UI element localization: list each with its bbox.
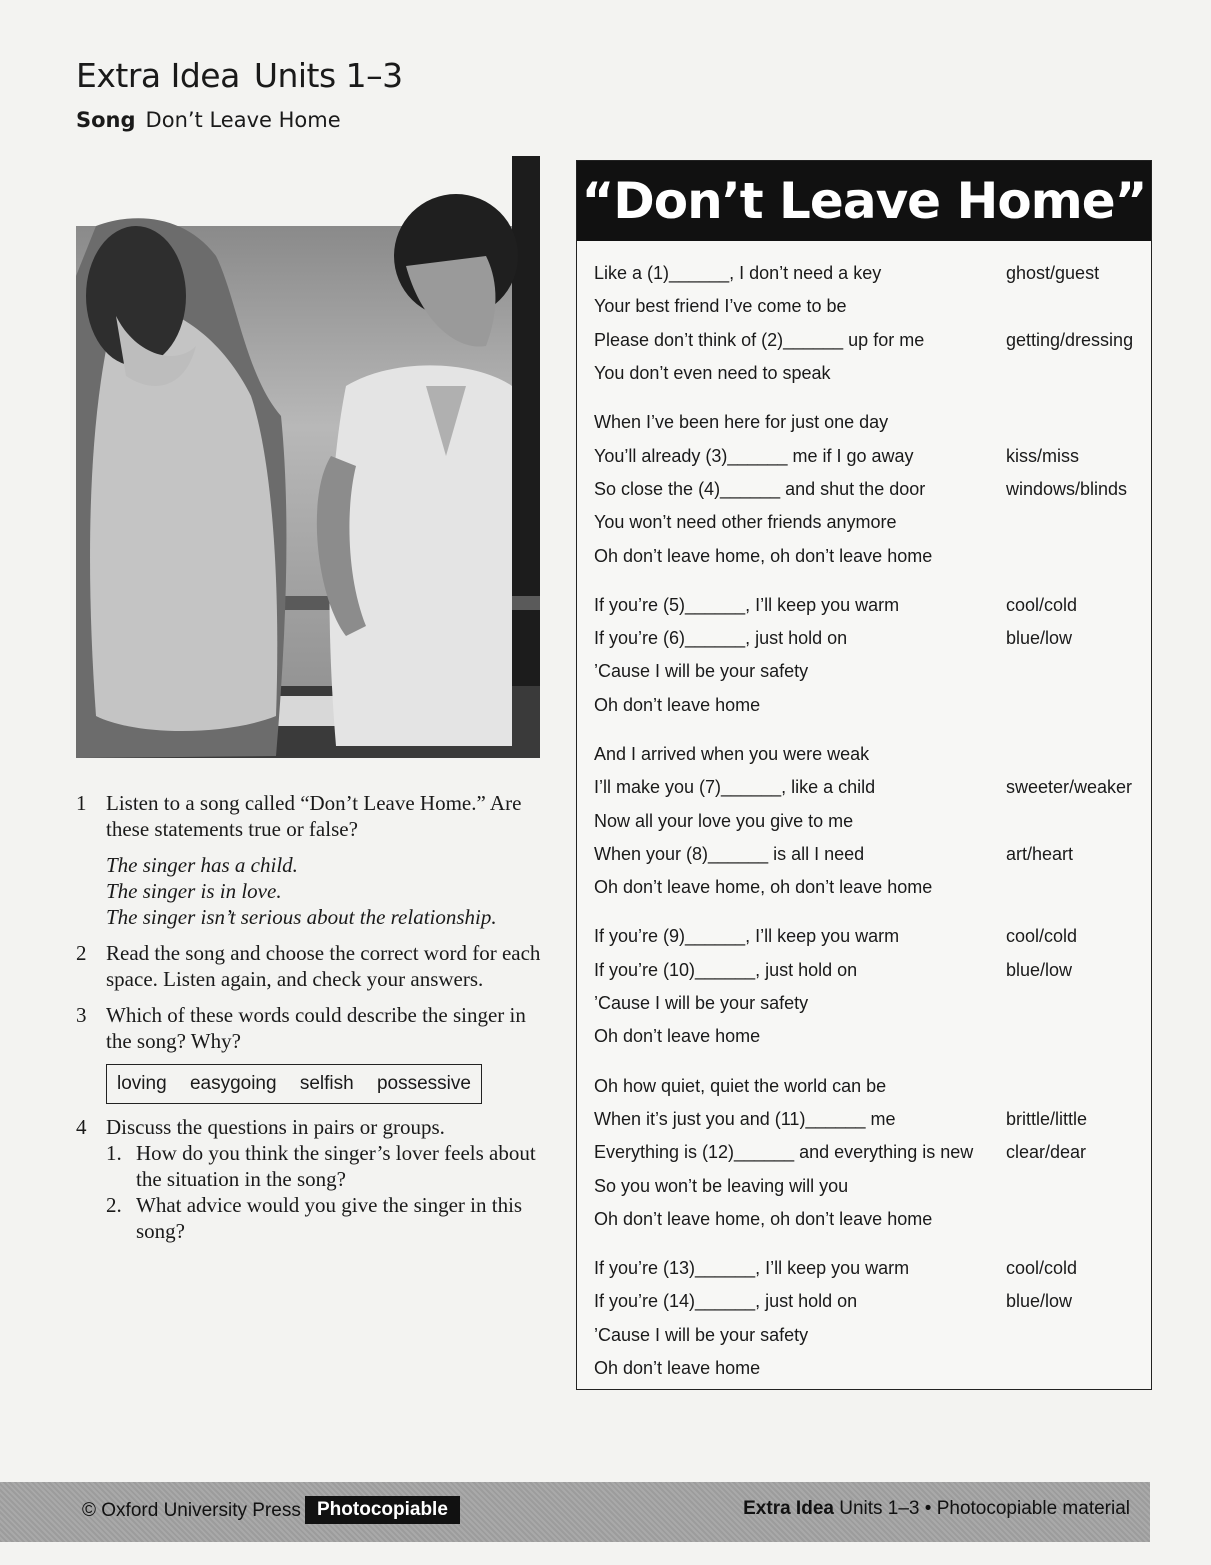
lyric-text: When your (8)______ is all I need [594,843,865,864]
word-choice: brittle/little [1006,1108,1088,1129]
lyric-line [594,1352,1137,1385]
stanza [594,406,1137,572]
exercises [76,790,546,1254]
statement: The singer has a child. [106,853,298,877]
lyric-text: ’Cause I will be your safety [594,661,809,682]
subquestion-number: 1. [106,1141,122,1165]
lyric-text: When it’s just you and (11)______ me [594,1108,896,1129]
word-choice: cool/cold [1006,1258,1078,1279]
lyric-text: You don’t even need to speak [594,363,831,384]
word-choice: art/heart [1006,843,1074,864]
statement: The singer is in love. [106,879,282,903]
lyric-line [594,539,1137,572]
subquestion [106,1192,546,1244]
lyric-line [594,439,1137,472]
photocopiable-badge: Photocopiable [305,1496,460,1524]
lyric-line [594,987,1137,1020]
lyric-text: And I arrived when you were weak [594,744,870,764]
lyric-text: When I’ve been here for just one day [594,412,889,433]
word-choice: blue/low [1006,959,1073,980]
lyric-line [594,804,1137,837]
word-option: possessive [376,1073,471,1094]
page-title [76,56,403,95]
subquestion-number: 2. [106,1193,122,1217]
lyric-text: Oh don’t leave home, oh don’t leave home [594,1208,933,1229]
page-subtitle [76,108,341,132]
exercise-number: 4 [76,1115,87,1139]
lyric-text: Oh don’t leave home [594,1026,761,1047]
subtitle-text: Don’t Leave Home [145,108,341,132]
lyric-text: Please don’t think of (2)______ up for me [594,329,925,350]
lyric-line [594,257,1137,290]
lyric-line [594,1203,1137,1236]
lyric-text: Oh how quiet, quiet the world can be [594,1075,887,1096]
stanza [594,738,1137,904]
lyric-line [594,290,1137,323]
title-units: Units 1–3 [253,56,403,95]
word-choice: ghost/guest [1006,263,1100,284]
exercise-number: 2 [76,941,87,965]
word-choice: getting/dressing [1006,329,1134,350]
lyric-line [594,689,1137,722]
stanza [594,1070,1137,1236]
lyric-text: Everything is (12)______ and everything is new [594,1142,974,1163]
stanza [594,920,1137,1053]
lyric-line [594,920,1137,953]
exercise-text: Read the song and choose the correct word for each space. Listen again, and check your answers. [106,941,541,991]
exercise-text: Discuss the questions in pairs or groups. [106,1115,445,1139]
subquestion-text: What advice would you give the singer in this song? [136,1193,523,1243]
word-choice: blue/low [1006,1291,1073,1312]
lyric-line [594,1319,1137,1352]
lyric-line [594,506,1137,539]
exercise-text: Listen to a song called “Don’t Leave Home.” Are these statements true or false? [106,791,522,841]
footer-units: Units 1–3 • Photocopiable material [839,1498,1130,1519]
lyric-line [594,1252,1137,1285]
lyric-line [594,1169,1137,1202]
song-lyrics-box [576,160,1152,1390]
lyric-line [594,1136,1137,1169]
word-choice: cool/cold [1006,594,1078,615]
footer-extra-idea: Extra Idea [743,1498,834,1519]
stanza [594,257,1137,390]
lyric-text: If you’re (5)______, I’ll keep you warm [594,594,900,615]
lyric-text: ’Cause I will be your safety [594,1324,809,1345]
lyric-text: So close the (4)______ and shut the door [594,478,926,499]
lyric-text: Oh don’t leave home, oh don’t leave home [594,545,933,566]
lyric-text: You’ll already (3)______ me if I go away [594,445,914,466]
lyric-text: Oh don’t leave home [594,1358,761,1379]
exercise-number: 3 [76,1003,87,1027]
subquestion-text: How do you think the singer’s lover feels about the situation in the song? [136,1141,536,1191]
statement: The singer isn’t serious about the relationship. [106,905,497,929]
lyrics [594,257,1137,1401]
stanza [594,1252,1137,1385]
exercise-4 [76,1114,546,1244]
lyric-line [594,871,1137,904]
statement-list [106,852,546,930]
lyric-text: You won’t need other friends anymore [594,512,897,533]
lyric-text: Your best friend I’ve come to be [594,296,847,317]
lyric-line [594,473,1137,506]
lyric-text: If you’re (6)______, just hold on [594,628,848,649]
word-choice: kiss/miss [1006,445,1079,466]
copyright: © Oxford University Press [82,1500,301,1521]
lyric-text: If you’re (9)______, I’ll keep you warm [594,926,900,947]
lyric-line [594,1070,1137,1103]
word-choice: cool/cold [1006,926,1078,947]
exercise-3 [76,1002,546,1054]
lyric-line [594,1285,1137,1318]
lyric-line [594,622,1137,655]
lyric-text: Like a (1)______, I don’t need a key [594,263,882,284]
exercise-2 [76,940,546,992]
lyric-line [594,771,1137,804]
lyric-text: I’ll make you (7)______, like a child [594,777,876,798]
word-option: easygoing [189,1073,277,1094]
word-choice: sweeter/weaker [1006,777,1133,798]
word-choice: blue/low [1006,628,1073,649]
subquestion [106,1140,546,1192]
word-box [106,1064,482,1104]
lyric-line [594,738,1137,771]
lyric-line [594,838,1137,871]
stanza [594,589,1137,722]
lyric-text: ’Cause I will be your safety [594,993,809,1014]
exercise-number: 1 [76,791,87,815]
lyric-text: If you’re (14)______, just hold on [594,1291,858,1312]
lyric-line [594,655,1137,688]
word-option: selfish [299,1073,354,1094]
lyric-text: Now all your love you give to me [594,810,854,831]
lyric-line [594,1020,1137,1053]
word-choice: clear/dear [1006,1142,1087,1163]
lyric-text: So you won’t be leaving will you [594,1175,849,1196]
footer-right [743,1498,1130,1520]
word-choice: windows/blinds [1006,478,1128,499]
lyric-line [594,406,1137,439]
title-extra-idea: Extra Idea [76,56,240,95]
exercise-text: Which of these words could describe the singer in the song? Why? [106,1003,526,1053]
footer [0,1482,1150,1542]
lyric-text: Oh don’t leave home, oh don’t leave home [594,877,933,898]
subtitle-label: Song [76,108,136,132]
lyric-text: If you’re (10)______, just hold on [594,959,858,980]
lyric-line [594,357,1137,390]
lyric-text: Oh don’t leave home [594,694,761,715]
lyric-line [594,324,1137,357]
exercise-1 [76,790,546,930]
lyric-line [594,1103,1137,1136]
lyric-text: If you’re (13)______, I’ll keep you warm [594,1258,910,1279]
couple-photo [76,156,540,758]
song-title: “Don’t Leave Home” [577,161,1151,241]
lyric-line [594,954,1137,987]
lyric-line [594,589,1137,622]
word-option: loving [117,1073,167,1094]
